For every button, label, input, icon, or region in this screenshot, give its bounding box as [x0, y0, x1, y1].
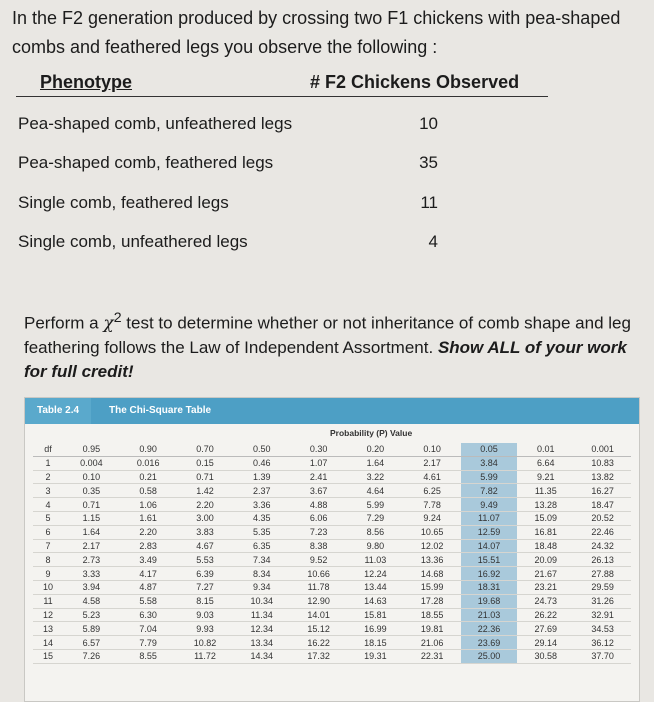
chi-value-cell: 18.55	[404, 608, 461, 622]
df-cell: 8	[33, 553, 63, 567]
chi-value-cell: 1.61	[120, 511, 177, 525]
chi-value-cell: 19.81	[404, 622, 461, 636]
probability-column-header: 0.01	[517, 443, 574, 456]
probability-header: Probability (P) Value	[330, 428, 413, 438]
chi-value-cell: 2.41	[290, 470, 347, 484]
chi-value-cell: 11.03	[347, 553, 404, 567]
table-row	[33, 525, 631, 539]
chi-value-cell: 0.004	[63, 456, 120, 470]
chi-value-cell: 0.46	[233, 456, 290, 470]
chi-value-cell: 16.99	[347, 622, 404, 636]
chi-value-cell: 10.34	[233, 594, 290, 608]
chi-value-cell: 11.07	[461, 511, 518, 525]
df-cell: 15	[33, 649, 63, 663]
chi-square-grid	[33, 443, 631, 664]
table-row	[33, 539, 631, 553]
chi-value-cell: 21.06	[404, 636, 461, 650]
chi-value-cell: 10.83	[574, 456, 631, 470]
chi-value-cell: 3.83	[177, 525, 234, 539]
chi-value-cell: 7.27	[177, 580, 234, 594]
chi-value-cell: 18.15	[347, 636, 404, 650]
chi-value-cell: 14.07	[461, 539, 518, 553]
phenotype-count: 10	[419, 114, 438, 133]
phenotype-count: 35	[419, 153, 438, 172]
chi-value-cell: 13.82	[574, 470, 631, 484]
chi-value-cell: 22.46	[574, 525, 631, 539]
chi-value-cell: 15.09	[517, 511, 574, 525]
task-text-body: test to determine whether or not inheritance of comb shape and leg feathering follows the Law of Independent Assortment.	[24, 313, 631, 357]
chi-value-cell: 1.39	[233, 470, 290, 484]
chi-value-cell: 5.89	[63, 622, 120, 636]
chi-value-cell: 27.88	[574, 567, 631, 581]
chi-value-cell: 6.06	[290, 511, 347, 525]
chi-value-cell: 22.36	[461, 622, 518, 636]
chi-value-cell: 2.17	[63, 539, 120, 553]
chi-value-cell: 6.64	[517, 456, 574, 470]
chi-value-cell: 36.12	[574, 636, 631, 650]
chi-value-cell: 5.53	[177, 553, 234, 567]
table-row	[33, 484, 631, 498]
chi-value-cell: 1.64	[63, 525, 120, 539]
chi-value-cell: 4.88	[290, 498, 347, 512]
chi-value-cell: 8.15	[177, 594, 234, 608]
table-row	[33, 553, 631, 567]
chi-value-cell: 26.22	[517, 608, 574, 622]
probability-column-header: 0.10	[404, 443, 461, 456]
table-title-bar	[25, 398, 639, 424]
df-cell: 4	[33, 498, 63, 512]
task-emphasis: Show ALL of your work for full credit!	[24, 337, 627, 381]
chi-value-cell: 14.34	[233, 649, 290, 663]
chi-value-cell: 1.42	[177, 484, 234, 498]
chi-value-cell: 21.03	[461, 608, 518, 622]
chi-value-cell: 7.34	[233, 553, 290, 567]
table-row	[33, 594, 631, 608]
chi-value-cell: 12.59	[461, 525, 518, 539]
chi-value-cell: 4.35	[233, 511, 290, 525]
chi-value-cell: 26.13	[574, 553, 631, 567]
chi-symbol: χ	[103, 313, 114, 334]
chi-value-cell: 11.35	[517, 484, 574, 498]
chi-value-cell: 9.80	[347, 539, 404, 553]
chi-value-cell: 10.65	[404, 525, 461, 539]
chi-value-cell: 5.58	[120, 594, 177, 608]
chi-value-cell: 1.64	[347, 456, 404, 470]
chi-value-cell: 11.78	[290, 580, 347, 594]
phenotype-count: 11	[420, 193, 438, 212]
probability-column-header: 0.30	[290, 443, 347, 456]
chi-value-cell: 2.17	[404, 456, 461, 470]
probability-column-header: 0.90	[120, 443, 177, 456]
chi-value-cell: 16.92	[461, 567, 518, 581]
chi-value-cell: 20.09	[517, 553, 574, 567]
chi-value-cell: 19.31	[347, 649, 404, 663]
chi-value-cell: 3.84	[461, 456, 518, 470]
df-cell: 2	[33, 470, 63, 484]
chi-value-cell: 8.55	[120, 649, 177, 663]
intro-text: In the F2 generation produced by crossing two F1 chickens with pea-shaped combs and feathered legs you observe the following :	[12, 8, 621, 57]
chi-value-cell: 5.99	[347, 498, 404, 512]
table-row	[33, 608, 631, 622]
phenotype-count: 4	[428, 232, 438, 251]
chi-value-cell: 14.01	[290, 608, 347, 622]
df-cell: 10	[33, 580, 63, 594]
table-row	[33, 511, 631, 525]
chi-value-cell: 22.31	[404, 649, 461, 663]
probability-column-header: 0.05	[461, 443, 518, 456]
chi-value-cell: 2.20	[120, 525, 177, 539]
chi-value-cell: 29.14	[517, 636, 574, 650]
df-cell: 1	[33, 456, 63, 470]
chi-value-cell: 0.35	[63, 484, 120, 498]
chi-value-cell: 6.39	[177, 567, 234, 581]
phenotype-table-header	[16, 72, 548, 97]
chi-value-cell: 9.24	[404, 511, 461, 525]
df-cell: 5	[33, 511, 63, 525]
chi-value-cell: 16.27	[574, 484, 631, 498]
chi-value-cell: 17.28	[404, 594, 461, 608]
chi-value-cell: 6.35	[233, 539, 290, 553]
chi-value-cell: 0.58	[120, 484, 177, 498]
chi-value-cell: 4.64	[347, 484, 404, 498]
chi-value-cell: 9.49	[461, 498, 518, 512]
task-instructions	[24, 306, 639, 384]
chi-value-cell: 4.61	[404, 470, 461, 484]
chi-value-cell: 23.21	[517, 580, 574, 594]
chi-value-cell: 9.52	[290, 553, 347, 567]
chi-value-cell: 6.30	[120, 608, 177, 622]
chi-value-cell: 3.00	[177, 511, 234, 525]
table-row	[33, 580, 631, 594]
chi-value-cell: 10.82	[177, 636, 234, 650]
chi-value-cell: 12.02	[404, 539, 461, 553]
chi-value-cell: 8.38	[290, 539, 347, 553]
chi-value-cell: 3.94	[63, 580, 120, 594]
chi-value-cell: 18.48	[517, 539, 574, 553]
probability-column-header: 0.50	[233, 443, 290, 456]
chi-value-cell: 37.70	[574, 649, 631, 663]
table-row	[33, 498, 631, 512]
df-cell: 9	[33, 567, 63, 581]
phenotype-label: Single comb, unfeathered legs	[18, 232, 248, 251]
chi-value-cell: 3.33	[63, 567, 120, 581]
chi-value-cell: 7.82	[461, 484, 518, 498]
chi-value-cell: 1.06	[120, 498, 177, 512]
chi-value-cell: 0.016	[120, 456, 177, 470]
chi-value-cell: 16.22	[290, 636, 347, 650]
chi-value-cell: 15.99	[404, 580, 461, 594]
chi-value-cell: 0.71	[63, 498, 120, 512]
phenotype-row	[18, 193, 438, 217]
chi-value-cell: 16.81	[517, 525, 574, 539]
chi-value-cell: 10.66	[290, 567, 347, 581]
chi-value-cell: 7.78	[404, 498, 461, 512]
chi-value-cell: 9.93	[177, 622, 234, 636]
df-cell: 11	[33, 594, 63, 608]
chi-value-cell: 3.36	[233, 498, 290, 512]
chi-value-cell: 2.20	[177, 498, 234, 512]
chi-value-cell: 13.28	[517, 498, 574, 512]
chi-value-cell: 0.10	[63, 470, 120, 484]
chi-value-cell: 0.21	[120, 470, 177, 484]
chi-value-cell: 6.25	[404, 484, 461, 498]
chi-value-cell: 32.91	[574, 608, 631, 622]
chi-value-cell: 21.67	[517, 567, 574, 581]
table-row	[33, 636, 631, 650]
phenotype-label: Pea-shaped comb, unfeathered legs	[18, 114, 293, 133]
table-row	[33, 456, 631, 470]
chi-value-cell: 3.49	[120, 553, 177, 567]
chi-value-cell: 12.34	[233, 622, 290, 636]
chi-value-cell: 29.59	[574, 580, 631, 594]
phenotype-row	[18, 232, 438, 256]
probability-column-header: 0.95	[63, 443, 120, 456]
chi-value-cell: 4.67	[177, 539, 234, 553]
chi-value-cell: 4.87	[120, 580, 177, 594]
chi-value-cell: 9.03	[177, 608, 234, 622]
chi-value-cell: 9.21	[517, 470, 574, 484]
chi-value-cell: 7.26	[63, 649, 120, 663]
chi-value-cell: 8.56	[347, 525, 404, 539]
chi-value-cell: 11.34	[233, 608, 290, 622]
chi-value-cell: 1.15	[63, 511, 120, 525]
chi-value-cell: 5.23	[63, 608, 120, 622]
df-cell: 3	[33, 484, 63, 498]
chi-value-cell: 27.69	[517, 622, 574, 636]
chi-value-cell: 13.44	[347, 580, 404, 594]
chi-value-cell: 7.04	[120, 622, 177, 636]
phenotype-row	[18, 153, 438, 177]
chi-value-cell: 4.58	[63, 594, 120, 608]
task-text-start: Perform a	[24, 313, 99, 333]
chi-value-cell: 9.34	[233, 580, 290, 594]
chi-value-cell: 18.47	[574, 498, 631, 512]
chi-value-cell: 31.26	[574, 594, 631, 608]
table-header-row	[33, 443, 631, 456]
chi-value-cell: 13.34	[233, 636, 290, 650]
chi-value-cell: 12.24	[347, 567, 404, 581]
chi-value-cell: 30.58	[517, 649, 574, 663]
chi-value-cell: 15.12	[290, 622, 347, 636]
df-cell: 13	[33, 622, 63, 636]
phenotype-row	[18, 114, 438, 138]
chi-value-cell: 18.31	[461, 580, 518, 594]
chi-value-cell: 14.68	[404, 567, 461, 581]
chi-value-cell: 3.67	[290, 484, 347, 498]
chi-value-cell: 2.83	[120, 539, 177, 553]
table-row	[33, 470, 631, 484]
chi-value-cell: 7.29	[347, 511, 404, 525]
chi-value-cell: 5.35	[233, 525, 290, 539]
chi-value-cell: 24.32	[574, 539, 631, 553]
chi-value-cell: 7.23	[290, 525, 347, 539]
chi-value-cell: 25.00	[461, 649, 518, 663]
table-row	[33, 567, 631, 581]
table-row	[33, 622, 631, 636]
chi-value-cell: 12.90	[290, 594, 347, 608]
phenotype-column-header: Phenotype	[40, 72, 133, 92]
table-row	[33, 649, 631, 663]
count-column-header: # F2 Chickens Observed	[310, 72, 520, 92]
probability-column-header: 0.70	[177, 443, 234, 456]
chi-value-cell: 20.52	[574, 511, 631, 525]
chi-value-cell: 17.32	[290, 649, 347, 663]
chi-value-cell: 4.17	[120, 567, 177, 581]
chi-value-cell: 3.22	[347, 470, 404, 484]
df-cell: 14	[33, 636, 63, 650]
df-cell: 7	[33, 539, 63, 553]
chi-value-cell: 2.73	[63, 553, 120, 567]
chi-value-cell: 19.68	[461, 594, 518, 608]
chi-value-cell: 1.07	[290, 456, 347, 470]
phenotype-label: Pea-shaped comb, feathered legs	[18, 153, 274, 172]
phenotype-label: Single comb, feathered legs	[18, 193, 229, 212]
chi-value-cell: 15.51	[461, 553, 518, 567]
df-cell: 12	[33, 608, 63, 622]
chi-value-cell: 7.79	[120, 636, 177, 650]
chi-value-cell: 34.53	[574, 622, 631, 636]
chi-value-cell: 14.63	[347, 594, 404, 608]
chi-superscript: 2	[113, 310, 122, 326]
chi-value-cell: 13.36	[404, 553, 461, 567]
chi-value-cell: 11.72	[177, 649, 234, 663]
chi-value-cell: 6.57	[63, 636, 120, 650]
chi-square-table	[24, 397, 640, 702]
chi-value-cell: 0.71	[177, 470, 234, 484]
chi-value-cell: 23.69	[461, 636, 518, 650]
chi-value-cell: 5.99	[461, 470, 518, 484]
chi-value-cell: 2.37	[233, 484, 290, 498]
table-title: The Chi-Square Table	[109, 405, 212, 416]
chi-value-cell: 24.73	[517, 594, 574, 608]
chi-value-cell: 0.15	[177, 456, 234, 470]
probability-column-header: 0.001	[574, 443, 631, 456]
df-cell: 6	[33, 525, 63, 539]
chi-value-cell: 8.34	[233, 567, 290, 581]
probability-column-header: 0.20	[347, 443, 404, 456]
table-tag: Table 2.4	[25, 398, 91, 424]
df-header: df	[33, 443, 63, 456]
chi-value-cell: 15.81	[347, 608, 404, 622]
